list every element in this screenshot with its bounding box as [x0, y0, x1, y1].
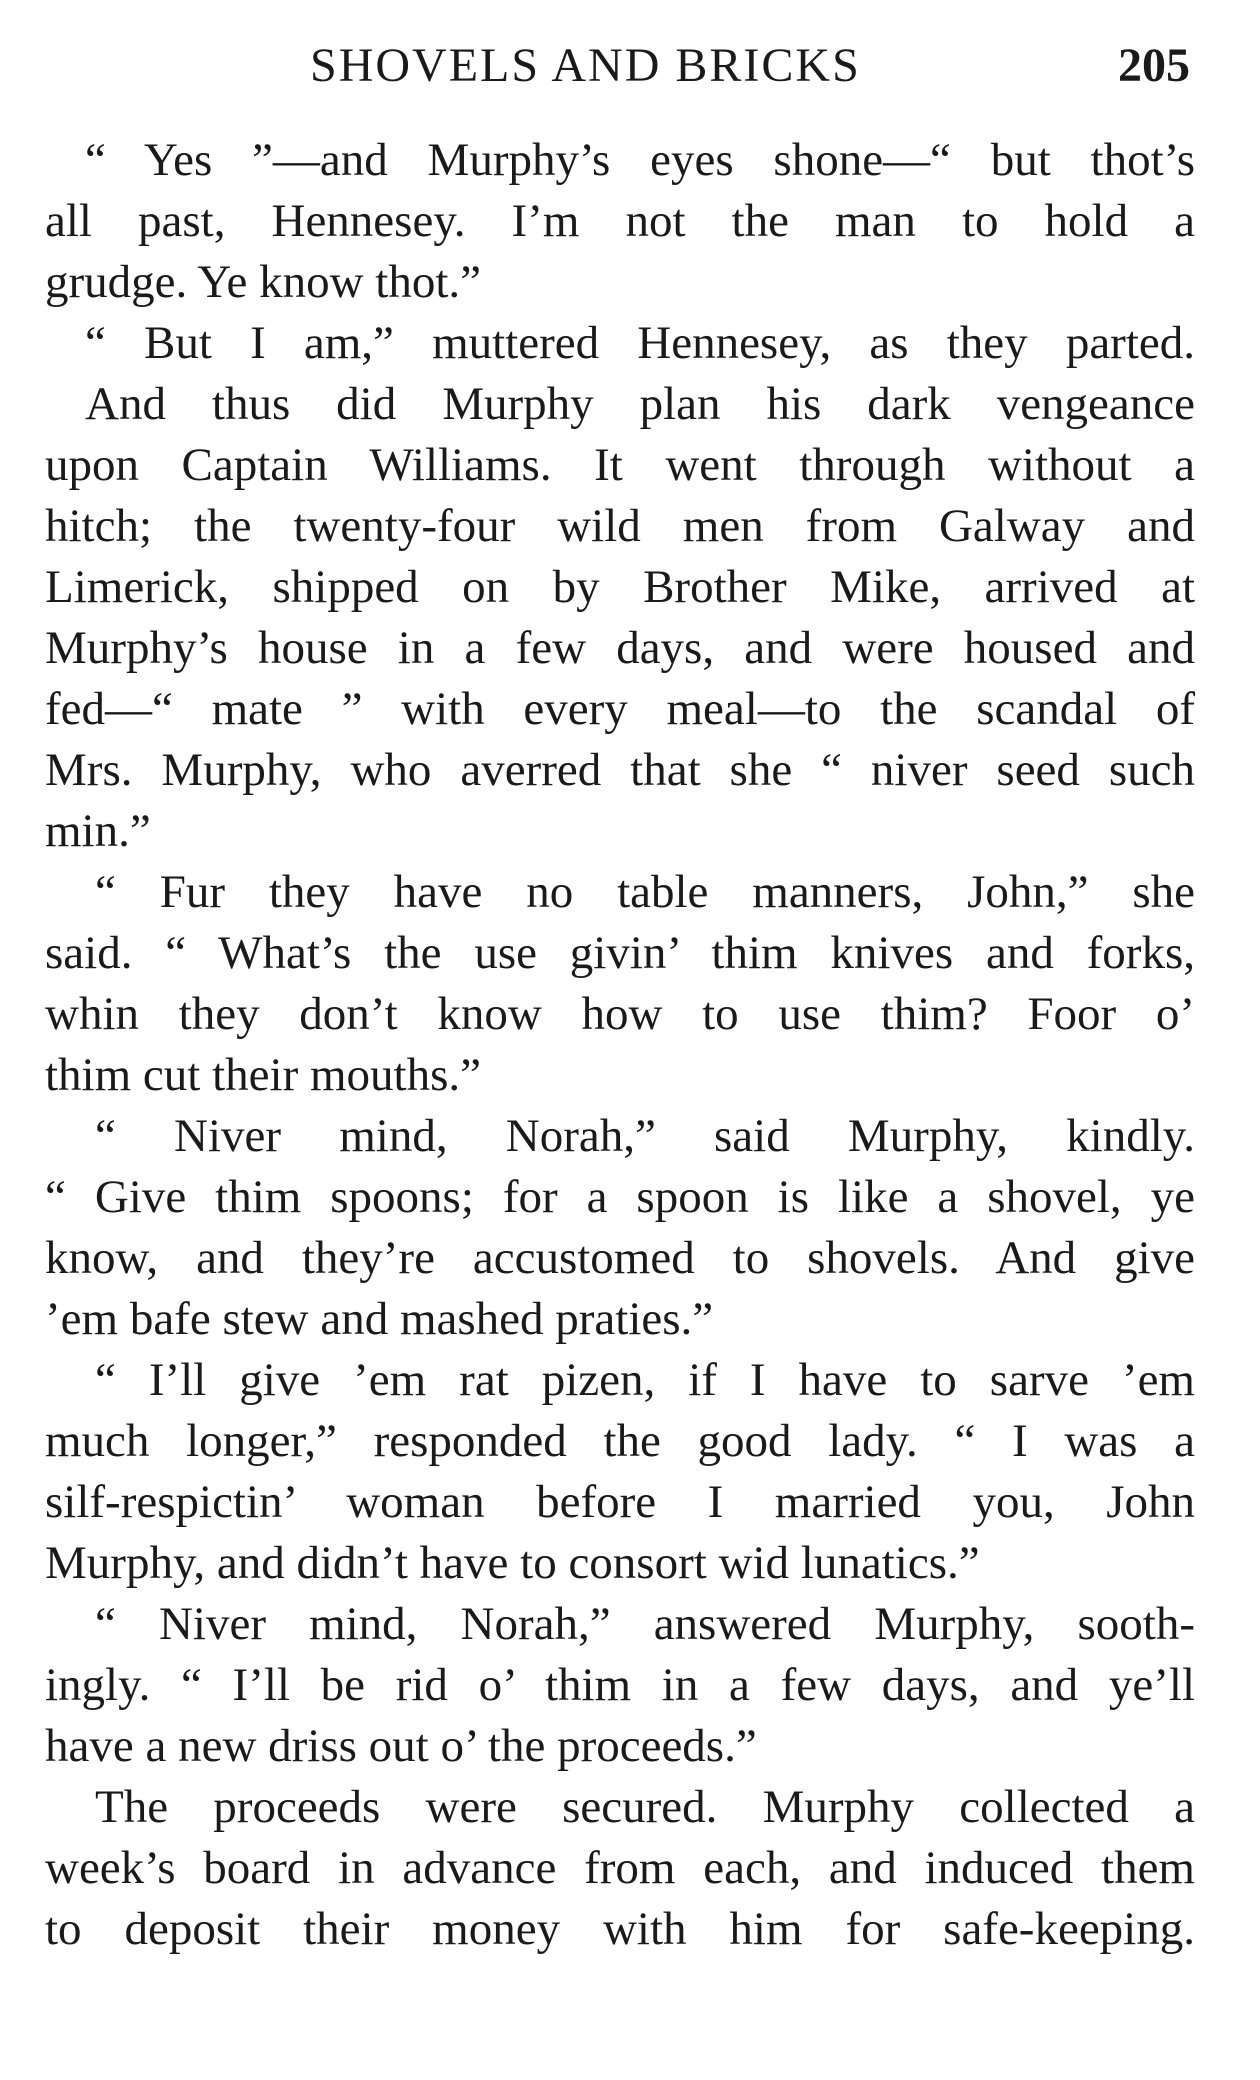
body-text: [45, 130, 1195, 1960]
text-line: silf-respictin’ woman before I married you, John: [45, 1476, 1195, 1528]
text-line: thim cut their mouths.”: [45, 1049, 481, 1101]
text-line: to deposit their money with him for safe-keeping.: [45, 1903, 1195, 1955]
text-line: “ Give thim spoons; for a spoon is like a shovel, ye: [45, 1171, 1195, 1223]
text-line: “ Niver mind, Norah,” said Murphy, kindly.: [95, 1110, 1195, 1162]
text-line: upon Captain Williams. It went through without a: [45, 439, 1195, 491]
text-line: Murphy’s house in a few days, and were housed and: [45, 622, 1195, 674]
text-line: ingly. “ I’ll be rid o’ thim in a few days, and ye’ll: [45, 1659, 1195, 1711]
text-line: all past, Hennesey. I’m not the man to hold a: [45, 195, 1195, 247]
text-line: know, and they’re accustomed to shovels. And give: [45, 1232, 1195, 1284]
text-line: “ I’ll give ’em rat pizen, if I have to sarve ’em: [95, 1354, 1195, 1406]
text-line: hitch; the twenty-four wild men from Galway and: [45, 500, 1195, 552]
text-line: grudge. Ye know thot.”: [45, 256, 482, 308]
page-number: 205: [1118, 39, 1190, 92]
text-line: “ But I am,” muttered Hennesey, as they parted.: [85, 317, 1195, 369]
text-line: fed—“ mate ” with every meal—to the scandal of: [45, 683, 1195, 735]
text-line: whin they don’t know how to use thim? Foor o’: [45, 988, 1195, 1040]
text-line: said. “ What’s the use givin’ thim knives and forks,: [45, 927, 1195, 979]
text-line: min.”: [45, 805, 151, 857]
text-line: And thus did Murphy plan his dark vengeance: [85, 378, 1195, 430]
text-line: “ Fur they have no table manners, John,” she: [95, 866, 1195, 918]
text-line: Limerick, shipped on by Brother Mike, arrived at: [45, 561, 1195, 613]
text-line: much longer,” responded the good lady. “ I was a: [45, 1415, 1195, 1467]
text-line: ’em bafe stew and mashed praties.”: [45, 1293, 714, 1345]
text-line: The proceeds were secured. Murphy collected a: [95, 1781, 1195, 1833]
text-line: week’s board in advance from each, and induced them: [45, 1842, 1195, 1894]
text-line: have a new driss out o’ the proceeds.”: [45, 1720, 757, 1772]
text-line: Mrs. Murphy, who averred that she “ niver seed such: [45, 744, 1195, 796]
running-head: SHOVELS AND BRICKS: [310, 39, 861, 92]
text-line: “ Niver mind, Norah,” answered Murphy, sooth-: [95, 1598, 1195, 1650]
text-line: “ Yes ”—and Murphy’s eyes shone—“ but thot’s: [85, 134, 1195, 186]
text-line: Murphy, and didn’t have to consort wid lunatics.”: [45, 1537, 980, 1589]
page-header: [40, 38, 1190, 102]
